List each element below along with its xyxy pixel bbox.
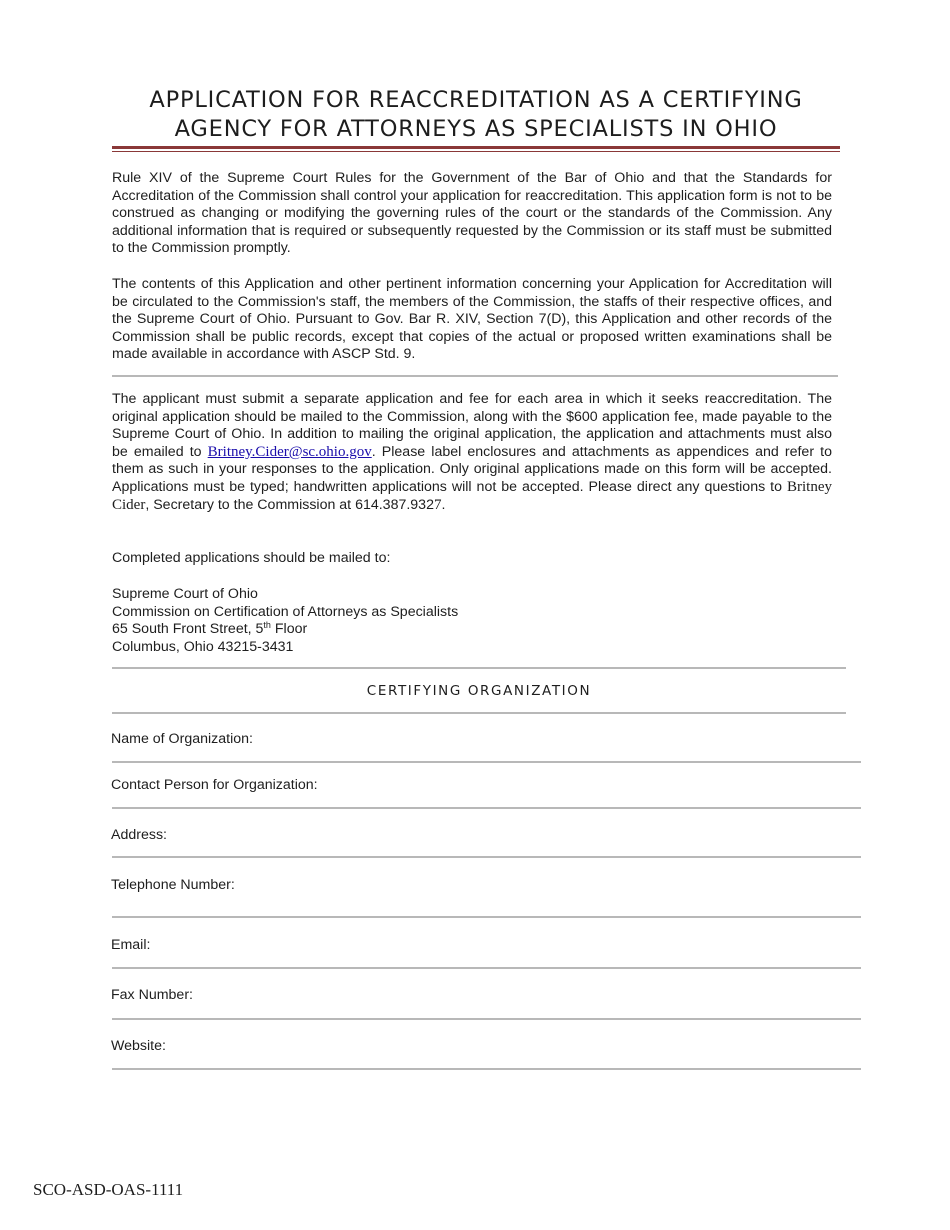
field-label-contact-person: Contact Person for Organization: — [111, 777, 318, 793]
document-title-line-2: AGENCY FOR ATTORNEYS AS SPECIALISTS IN OHIO — [174, 116, 778, 142]
title-underline-thin — [112, 151, 840, 152]
instructions-text-2: . Please label enclosures and attachments as appendices and refer to them as such in your responses to the application. Only original applications made on this form will be accepted. Applications must be typed; handwritten applications will not be accepted. Please direct any questions to — [112, 443, 832, 495]
field-label-address: Address: — [111, 827, 167, 843]
mailing-address — [112, 586, 458, 656]
address-line-3-prefix: 65 South Front Street, 5 — [112, 621, 264, 638]
instructions-text-3: , Secretary to the Commission at 614.387.932 — [145, 496, 434, 513]
field-line-telephone[interactable] — [112, 916, 861, 918]
address-line-3-ordinal: th — [263, 620, 271, 631]
field-label-organization-name: Name of Organization: — [111, 731, 253, 747]
document-title-line-1: APPLICATION FOR REACCREDITATION AS A CERTIFYING — [149, 87, 803, 113]
email-link[interactable]: Britney.Cider@sc.ohio.gov — [207, 443, 372, 460]
instructions-text-4: . — [441, 496, 446, 513]
form-code: SCO-ASD-OAS-1111 — [33, 1180, 184, 1199]
mailing-intro: Completed applications should be mailed to: — [112, 550, 391, 566]
intro-paragraph-public-records: The contents of this Application and other pertinent information concerning your Application for Accreditation will be circulated to the Commission's staff, the members of the Commission, the staffs of their respective offices, and the Supreme Court of Ohio. Pursuant to Gov. Bar R. XIV, Section 7(D), this Application and other records of the Commission shall be public records, except that copies of the actual or proposed written examinations shall be made available in accordance with ASCP Std. 9. — [112, 276, 832, 363]
instructions-text-1: The applicant must submit a separate application and fee for each area in which it seeks reaccreditation. The original application should be mailed to the Commission, along with the $600 application fee, made payable to the Supreme Court of Ohio. In addition to mailing the original application, the application and attachments must also be emailed to — [112, 391, 832, 460]
phone-last-digit: 7 — [433, 496, 442, 513]
address-line-2: Commission on Certification of Attorneys as Specialists — [112, 603, 459, 620]
field-label-website: Website: — [111, 1038, 166, 1054]
field-label-fax: Fax Number: — [111, 987, 193, 1003]
address-line-3-suffix: Floor — [270, 621, 308, 638]
instructions-paragraph — [112, 391, 832, 514]
field-line-email[interactable] — [112, 967, 861, 969]
title-underline-thick — [112, 146, 840, 149]
field-line-fax[interactable] — [112, 1018, 861, 1020]
address-line-1: Supreme Court of Ohio — [112, 586, 258, 602]
address-line-3 — [112, 621, 458, 639]
intro-paragraph-rules: Rule XIV of the Supreme Court Rules for the Government of the Bar of Ohio and that the Standards for Accreditation of the Commission shall control your application for reaccreditation. This application form is not to be construed as changing or modifying the governing rules of the court or the standards of the Commission. Any additional information that is required or subsequently requested by the Commission or its staff must be submitted to the Commission promptly. — [112, 170, 832, 257]
section-header-bottom-rule — [112, 712, 846, 714]
field-line-address[interactable] — [112, 856, 861, 858]
address-line-4: Columbus, Ohio 43215-3431 — [112, 638, 294, 655]
field-line-organization-name[interactable] — [112, 761, 861, 763]
section-title-certifying-organization: CERTIFYING ORGANIZATION — [366, 683, 592, 699]
contact-name: Britney Cider — [112, 478, 832, 513]
field-label-email: Email: — [111, 937, 151, 953]
field-line-contact-person[interactable] — [112, 807, 861, 809]
section-header-top-rule — [112, 667, 846, 669]
document-title — [112, 86, 840, 144]
field-line-website[interactable] — [112, 1068, 861, 1070]
section-divider-1 — [112, 375, 838, 377]
field-label-telephone: Telephone Number: — [111, 877, 235, 893]
